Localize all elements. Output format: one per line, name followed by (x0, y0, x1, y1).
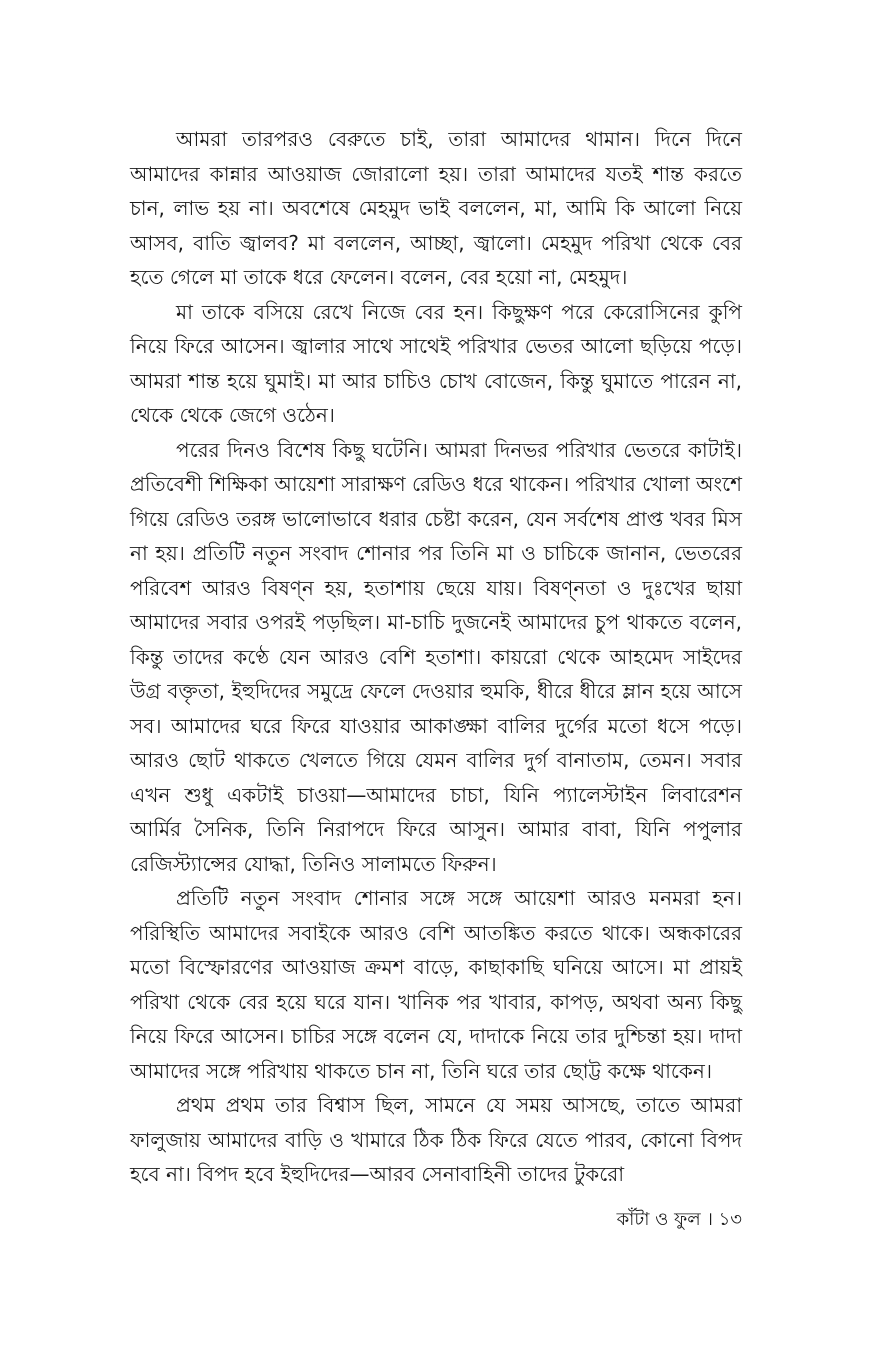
running-title: কাঁটা ও ফুল (616, 1209, 701, 1230)
paragraph-5: প্রথম প্রথম তার বিশ্বাস ছিল, সামনে যে সময় আসছে, তাতে আমরা ফালুজায় আমাদের বাড়ি ও খামারে ঠিক ঠিক ফিরে যেতে পারব, কোনো বিপদ হবে না। বিপদ হবে ইহুদিদের—আরব সেনাবাহিনী তাদের টুকরো (130, 1093, 742, 1186)
paragraph-3: পরের দিনও বিশেষ কিছু ঘটেনি। আমরা দিনভর পরিখার ভেতরে কাটাই। প্রতিবেশী শিক্ষিকা আয়েশা সারাক্ষণ রেডিও ধরে থাকেন। পরিখার খোলা অংশে গিয়ে রেডিও তরঙ্গ ভালোভাবে ধরার চেষ্টা করেন, যেন সর্বশেষ প্রাপ্ত খবর মিস না হয়। প্রতিটি নতুন সংবাদ শোনার পর তিনি মা ও চাচিকে জানান, ভেতরের পরিবেশ আরও বিষণ্ন হয়, হতাশায় ছেয়ে যায়। বিষণ্নতা ও দুঃখের ছায়া আমাদের সবার ওপরই পড়ছিল। মা-চাচি দুজনেই আমাদের চুপ থাকতে বলেন, কিন্তু তাদের কণ্ঠে যেন আরও বেশি হতাশা। কায়রো থেকে আহমেদ সাইদের উগ্র বক্তৃতা, ইহুদিদের সমুদ্রে ফেলে দেওয়ার হুমকি, ধীরে ধীরে ম্লান হয়ে আসে সব। আমাদের ঘরে ফিরে যাওয়ার আকাঙ্ক্ষা বালির দুর্গের মতো ধসে পড়ে। আরও ছোট থাকতে খেলতে গিয়ে যেমন বালির দুর্গ বানাতাম, তেমন। সবার এখন শুধু একটাই চাওয়া—আমাদের চাচা, যিনি প্যালেস্টাইন লিবারেশন আর্মির সৈনিক, তিনি নিরাপদে ফিরে আসুন। আমার বাবা, যিনি পপুলার রেজিস্ট্যান্সের যোদ্ধা, তিনিও সালামতে ফিরুন। (130, 437, 742, 876)
page-footer (617, 1208, 742, 1232)
paragraph-2: মা তাকে বসিয়ে রেখে নিজে বের হন। কিছুক্ষণ পরে কেরোসিনের কুপি নিয়ে ফিরে আসেন। জ্বালার সাথে সাথেই পরিখার ভেতর আলো ছড়িয়ে পড়ে। আমরা শান্ত হয়ে ঘুমাই। মা আর চাচিও চোখ বোজেন, কিন্তু ঘুমাতে পারেন না, থেকে থেকে জেগে ওঠেন। (130, 299, 742, 427)
paragraph-1: আমরা তারপরও বেরুতে চাই, তারা আমাদের থামান। দিনে দিনে আমাদের কান্নার আওয়াজ জোরালো হয়। তারা আমাদের যতই শান্ত করতে চান, লাভ হয় না। অবশেষে মেহমুদ ভাই বললেন, মা, আমি কি আলো নিয়ে আসব, বাতি জ্বালব? মা বললেন, আচ্ছা, জ্বালো। মেহমুদ পরিখা থেকে বের হতে গেলে মা তাকে ধরে ফেলেন। বলেন, বের হয়ো না, মেহমুদ। (130, 127, 742, 289)
page-body (130, 122, 742, 1192)
footer-separator: । (706, 1209, 713, 1230)
paragraph-4: প্রতিটি নতুন সংবাদ শোনার সঙ্গে সঙ্গে আয়েশা আরও মনমরা হন। পরিস্থিতি আমাদের সবাইকে আরও বেশি আতঙ্কিত করতে থাকে। অন্ধকারের মতো বিস্ফোরণের আওয়াজ ক্রমশ বাড়ে, কাছাকাছি ঘনিয়ে আসে। মা প্রায়ই পরিখা থেকে বের হয়ে ঘরে যান। খানিক পর খাবার, কাপড়, অথবা অন্য কিছু নিয়ে ফিরে আসেন। চাচির সঙ্গে বলেন যে, দাদাকে নিয়ে তার দুশ্চিন্তা হয়। দাদা আমাদের সঙ্গে পরিখায় থাকতে চান না, তিনি ঘরে তার ছোট্ট কক্ষে থাকেন। (130, 886, 742, 1083)
page-number: ১৩ (718, 1209, 742, 1230)
